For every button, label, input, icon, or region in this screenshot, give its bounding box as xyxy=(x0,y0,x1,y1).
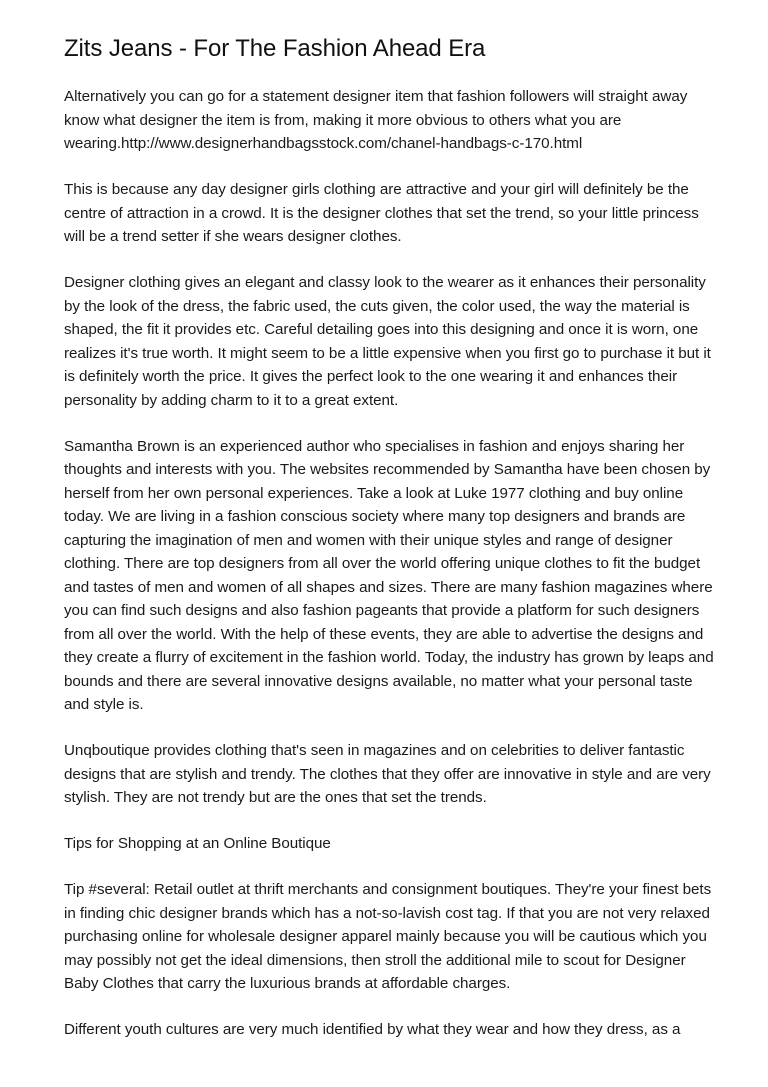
paragraph-4: Samantha Brown is an experienced author who specialises in fashion and enjoys sharing her thoughts and interests with you. The websites recommended by Samantha have been chosen by herself from her own personal experiences. Take a look at Luke 1977 clothing and buy online today. We are living in a fashion conscious society where many top designers and brands are capturing the imagination of men and women with their unique styles and range of designer clothing. There are top designers from all over the world offering unique clothes to fit the budget and tastes of men and women of all shapes and sizes. There are many fashion magazines where you can find such designs and also fashion pageants that provide a platform for such designers from all over the world. With the help of these events, they are able to advertise the designs and they create a flurry of excitement in the fashion world. Today, the industry has grown by leaps and bounds and there are several innovative designs available, no matter what your personal taste and style is. xyxy=(64,437,714,713)
paragraph-5: Unqboutique provides clothing that's seen in magazines and on celebrities to deliver fantastic designs that are stylish and trendy. The clothes that they offer are innovative in style and are very stylish. They are not trendy but are the ones that set the trends. xyxy=(64,742,711,806)
document-title: Zits Jeans - For The Fashion Ahead Era xyxy=(64,35,486,62)
paragraph-3: Designer clothing gives an elegant and classy look to the wearer as it enhances their personality by the look of the dress, the fabric used, the cuts given, the color used, the way the material is shaped, the fit it provides etc. Careful detailing goes into this designing and once it is worn, one realizes it's true worth. It might seem to be a little expensive when you first go to purchase it but it is definitely worth the price. It gives the perfect look to the one wearing it and enhances their personality by adding charm to it to a great extent. xyxy=(64,274,711,409)
paragraph-2: This is because any day designer girls clothing are attractive and your girl will definitely be the centre of attraction in a crowd. It is the designer clothes that set the trend, so your little princess will be a trend setter if she wears designer clothes. xyxy=(64,181,699,245)
paragraph-1 xyxy=(64,85,714,156)
paragraph-6: Tip #several: Retail outlet at thrift merchants and consignment boutiques. They're your finest bets in finding chic designer brands which has a not-so-lavish cost tag. If that you are not very relaxed purchasing online for wholesale designer apparel mainly because you will be cautious which you may possibly not get the ideal dimensions, then stroll the additional mile to scout for Designer Baby Clothes that carry the luxurious brands at affordable charges. xyxy=(64,881,712,992)
paragraph-1-text: Alternatively you can go for a statement designer item that fashion followers will straight away know what designer the item is from, making it more obvious to others what you are wearing. xyxy=(64,88,688,152)
document-page xyxy=(64,34,714,1064)
paragraph-7: Different youth cultures are very much identified by what they wear and how they dress, as a xyxy=(64,1021,681,1038)
handbags-link[interactable]: http://www.designerhandbagsstock.com/chanel-handbags-c-170.html xyxy=(121,135,583,152)
section-heading: Tips for Shopping at an Online Boutique xyxy=(64,835,331,852)
